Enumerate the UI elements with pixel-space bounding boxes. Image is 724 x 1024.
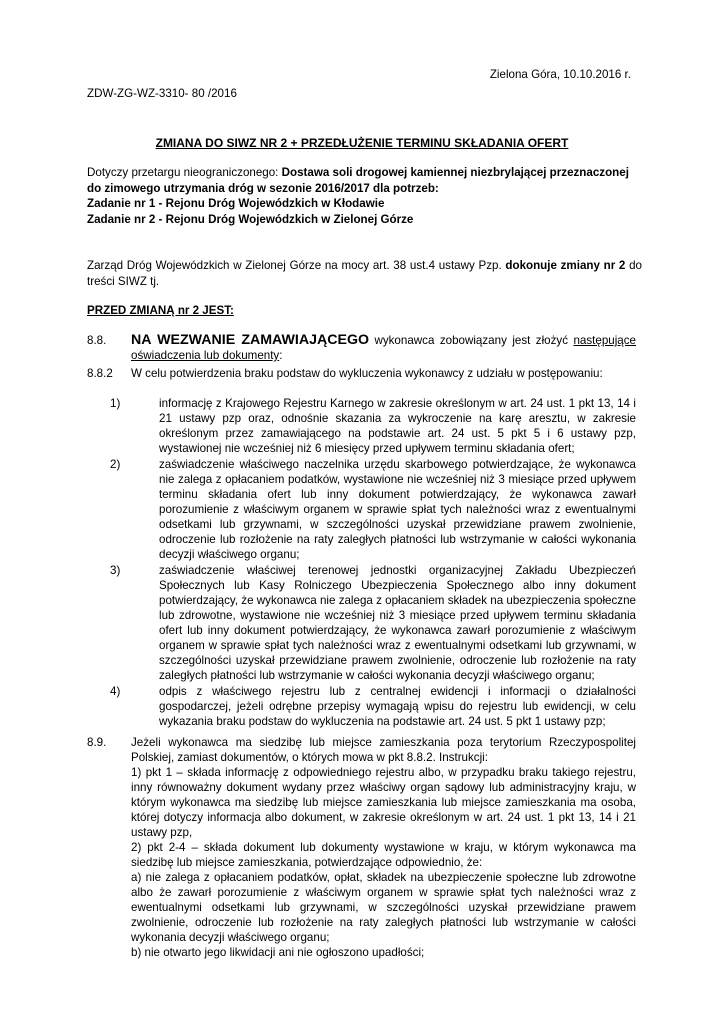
list-item-number: 4) [110,685,121,698]
intro-tail: do treści SIWZ tj. [87,259,642,288]
paragraph-line: 2) pkt 2-4 – składa dokument lub dokumenty wystawione w kraju, w którym wykonawca ma siedzibę lub miejsce zamieszkania, potwierdzające odpowiednio, że: [131,841,636,869]
clause-end: : [279,349,283,362]
clause-underlined: następujące oświadczenia lub dokumenty [131,334,636,362]
task-1: Zadanie nr 1 - Rejonu Dróg Wojewódzkich w Kłodawie [87,197,385,210]
task-2: Zadanie nr 2 - Rejonu Dróg Wojewódzkich w Zielonej Górze [87,212,414,226]
document-title: ZMIANA DO SIWZ NR 2 + PRZEDŁUŻENIE TERMINU SKŁADANIA OFERT [155,136,569,150]
subject-title: Dostawa soli drogowej kamiennej niezbrylającej przeznaczonej do zimowego utrzymania dróg w sezonie 2016/2017 dla potrzeb: [87,166,629,195]
reference-number: ZDW-ZG-WZ-3310- 80 /2016 [87,87,237,100]
intro-bold: dokonuje zmiany nr 2 [505,259,626,272]
list-item [87,457,636,562]
paragraph-line: b) nie otwarto jego likwidacji ani nie ogłoszono upadłości; [131,946,425,959]
clause-number: 8.8. [87,334,107,347]
paragraph-line: 1) pkt 1 – składa informację z odpowiedniego rejestru albo, w przypadku braku takiego rejestru, inny równoważny dokument wydany przez właściwy organ sądowy lub administracyjny kraju, w którym wykonawca ma siedzibę lub miejsce zamieszkania lub miejsce zamieszkania ma osoba, której dotyczy informacja albo dokument, w zakresie określonym w art. 24 ust. 1 pkt 13, 14 i 21 ustawy pzp, [131,766,636,839]
clause-text: W celu potwierdzenia braku podstaw do wykluczenia wykonawcy z udziału w postępowaniu: [131,367,603,380]
clause-number: 8.9. [87,736,107,749]
list-item [87,396,636,456]
list-item-text: odpis z właściwego rejestru lub z centralnej ewidencji i informacji o działalności gospodarczej, jeżeli odrębne przepisy wymagają wpisu do rejestru lub ewidencji, w celu wykazania braku podstaw do wykluczenia na podstawie art. 24 ust. 5 pkt 1 ustawy pzp; [159,685,636,728]
subject-prefix: Dotyczy przetargu nieograniczonego: [87,166,282,179]
clause-text: wykonawca zobowiązany jest złożyć [369,334,574,347]
paragraph-line: a) nie zalega z opłacaniem podatków, opłat, składek na ubezpieczenie społeczne lub zdrowotne albo że zawarł porozumienie z właściwym organem w sprawie spłat tych należności wraz z ewentualnymi odsetkami lub grzywnami, w szczególności uzyskał przewidziane prawem zwolnienie, odroczenie lub rozłożenie na raty zaległych płatności lub wstrzymanie w całości wykonania decyzji właściwego organu; [131,871,636,944]
clause-body [131,735,636,960]
clause-number: 8.8.2 [87,367,113,380]
list-item-text: informację z Krajowego Rejestru Karnego w zakresie określonym w art. 24 ust. 1 pkt 13, 14 i 21 ustawy pzp oraz, odnośnie skazania za wykroczenie na karę aresztu, w zakresie określonym przez zamawiającego na podstawie art. 24 ust. 5 pkt 5 i 6 ustawy pzp, wystawionej nie wcześniej niż 6 miesięcy przed upływem terminu składania ofert; [159,397,636,455]
list-item-text: zaświadczenie właściwego naczelnika urzędu skarbowego potwierdzające, że wykonawca nie zalega z opłacaniem podatków, wystawione nie wcześniej niż 3 miesiące przed upływem terminu składania ofert lub inny dokument potwierdzający, że wykonawca zawarł porozumienie z właściwym organem w sprawie spłat tych należności wraz z ewentualnymi odsetkami lub grzywnami, w szczególności uzyskał przewidziane prawem zwolnienie, odroczenie lub rozłożenie na raty zaległych płatności lub wstrzymanie w całości wykonania decyzji właściwego organu; [159,458,636,561]
paragraph-line: Jeżeli wykonawca ma siedzibę lub miejsce zamieszkania poza terytorium Rzeczypospolitej Polskiej, zamiast dokumentów, o których mowa w pkt 8.8.2. Instrukcji: [131,736,636,764]
list-item [87,684,636,729]
clause-8-9 [87,735,636,960]
section-heading: PRZED ZMIANĄ nr 2 JEST: [87,304,234,317]
list-item-number: 3) [110,564,121,577]
tender-subject [87,165,644,227]
clause-emphasis: NA WEZWANIE ZAMAWIAJĄCEGO [131,332,370,348]
document-date: Zielona Góra, 10.10.2016 r. [489,68,631,81]
list-item-text: zaświadczenie właściwej terenowej jednostki organizacyjnej Zakładu Ubezpieczeń Społecznych lub Kasy Rolniczego Ubezpieczenia Społecznego albo inny dokument potwierdzający, że wykonawca nie zalega z opłacaniem składek na ubezpieczenia społeczne lub zdrowotne, wystawione nie wcześniej niż 3 miesiące przed upływem terminu składania ofert lub inny dokument potwierdzający, że wykonawca zawarł porozumienie z właściwym organem w sprawie spłat tych należności wraz z ewentualnymi odsetkami lub grzywnami, w szczególności uzyskał przewidziane prawem zwolnienie, odroczenie lub rozłożenie na raty zaległych płatności lub wstrzymanie w całości wykonania decyzji właściwego organu; [159,564,636,682]
list-item [87,563,636,683]
list-item-number: 1) [110,397,121,410]
clause-8-8-2 [87,366,636,381]
clause-8-8 [87,333,636,363]
intro-text: Zarząd Dróg Wojewódzkich w Zielonej Górze na mocy art. 38 ust.4 ustawy Pzp. [87,259,506,272]
list-item-number: 2) [110,458,121,471]
intro-paragraph [87,258,642,289]
requirements-list [87,396,636,730]
